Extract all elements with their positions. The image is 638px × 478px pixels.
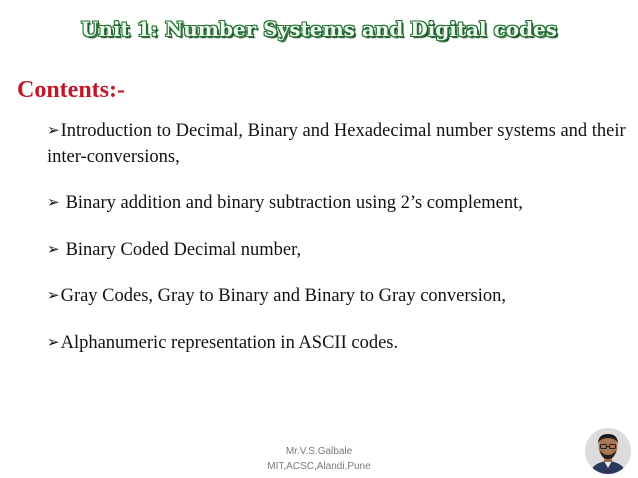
slide-title: Unit 1: Number Systems and Digital codes [80,17,558,41]
contents-heading: Contents:- [17,77,125,103]
list-item-text: Binary addition and binary subtraction using 2’s complement, [65,193,523,213]
arrowhead-bullet-icon: ➢ [47,242,60,258]
arrowhead-bullet-icon: ➢ [47,195,60,211]
list-item [47,283,627,309]
list-item-text: Alphanumeric representation in ASCII codes. [60,333,399,353]
footer-presenter-name: Mr.V.S.Galbale [285,446,353,457]
list-item [47,190,627,216]
arrowhead-bullet-icon: ➢ [47,288,60,304]
presenter-avatar-icon [585,428,631,474]
list-item [47,118,627,170]
slide-footer [0,444,638,474]
list-item-text: Introduction to Decimal, Binary and Hexadecimal number systems and their inter-conversions, [47,121,626,167]
list-item [47,237,627,263]
list-item-text: Binary Coded Decimal number, [65,240,302,260]
arrowhead-bullet-icon: ➢ [47,123,60,139]
list-item-text: Gray Codes, Gray to Binary and Binary to Gray conversion, [60,286,507,306]
footer-institution: MIT,ACSC,Alandi,Pune [267,461,371,472]
presenter-photo [585,428,631,474]
arrowhead-bullet-icon: ➢ [47,335,60,351]
list-item [47,330,627,356]
